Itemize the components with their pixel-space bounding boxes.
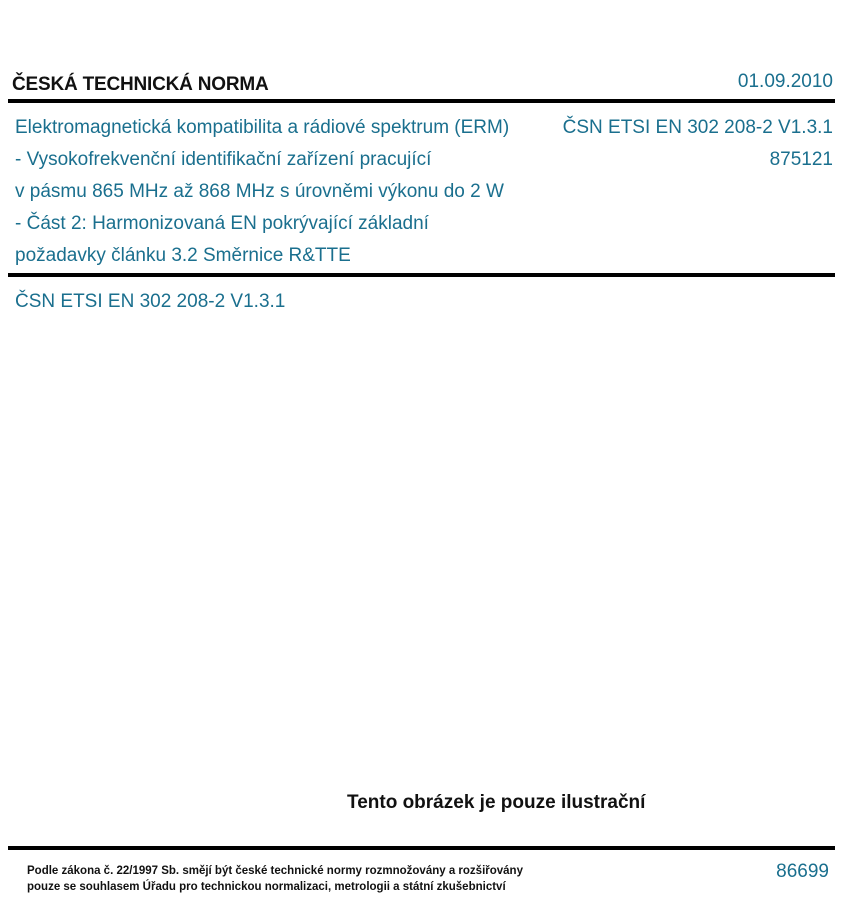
publication-date: 01.09.2010: [737, 71, 833, 92]
legal-line: Podle zákona č. 22/1997 Sb. smějí být české technické normy rozmnožovány a rozšiřovány: [27, 865, 523, 877]
document-number: 86699: [776, 861, 829, 882]
norm-label: ČESKÁ TECHNICKÁ NORMA: [12, 74, 269, 95]
legal-notice: [27, 863, 523, 895]
standard-code: ČSN ETSI EN 302 208-2 V1.3.1: [562, 117, 833, 138]
title-line: - Část 2: Harmonizovaná EN pokrývající základní: [15, 213, 429, 234]
title-line: požadavky článku 3.2 Směrnice R&TTE: [15, 245, 351, 266]
title-line: Elektromagnetická kompatibilita a rádiové spektrum (ERM): [15, 117, 510, 138]
title-line: v pásmu 865 MHz až 868 MHz s úrovněmi výkonu do 2 W: [15, 181, 504, 202]
middle-rule: [8, 273, 835, 277]
catalog-number: 875121: [769, 149, 833, 170]
top-rule: [8, 99, 835, 103]
standard-subtitle-code: ČSN ETSI EN 302 208-2 V1.3.1: [15, 291, 286, 312]
illustration-notice: Tento obrázek je pouze ilustrační: [347, 792, 646, 813]
bottom-rule: [8, 846, 835, 850]
title-line: - Vysokofrekvenční identifikační zařízení pracující: [15, 149, 432, 170]
legal-line: pouze se souhlasem Úřadu pro technickou normalizaci, metrologii a státní zkušebnictví: [27, 881, 506, 893]
